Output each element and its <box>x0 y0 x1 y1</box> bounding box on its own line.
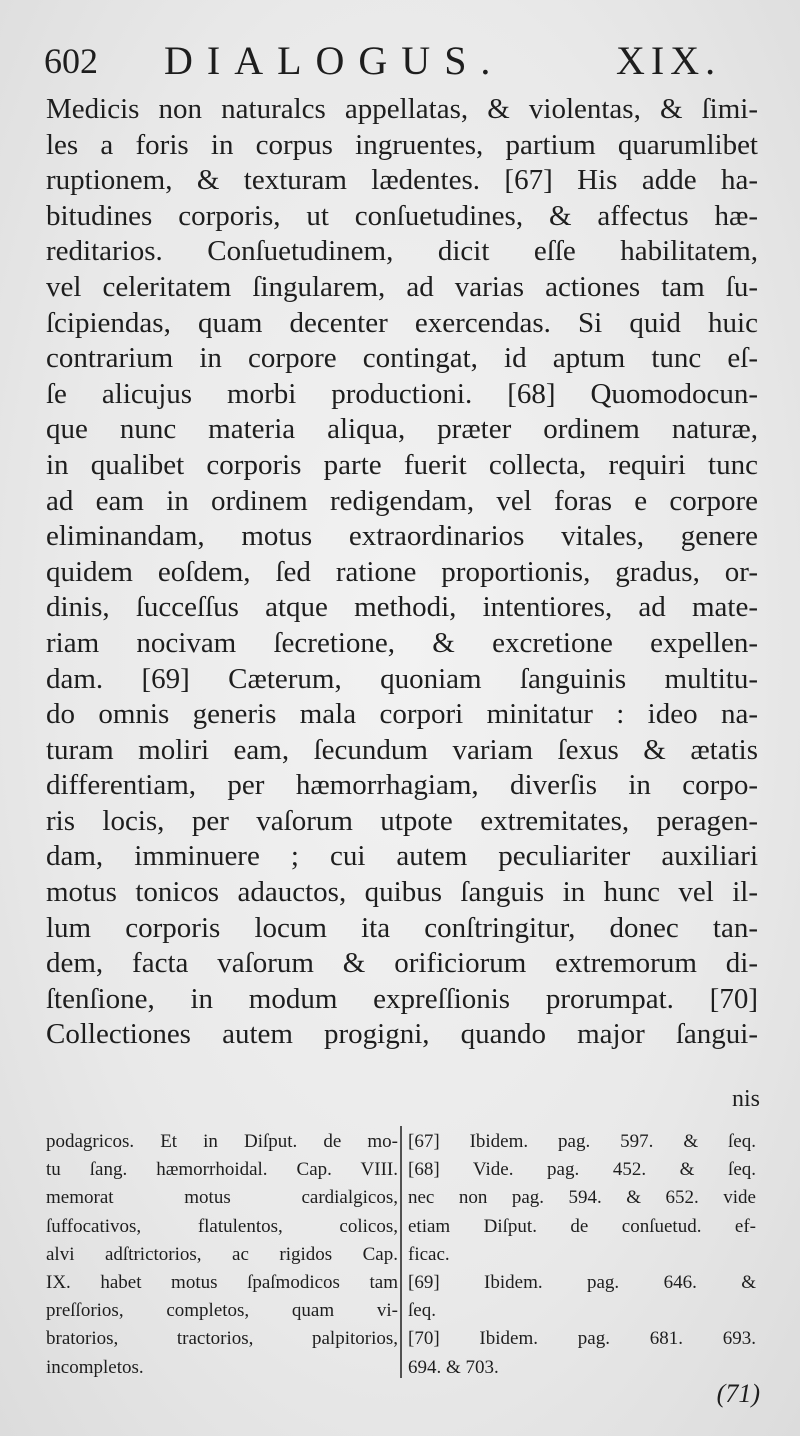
footnote-line: memorat motus cardialgicos, <box>46 1187 398 1209</box>
text-line: do omnis generis mala corpori minitatur : ideo na- <box>46 698 758 731</box>
footnote-line: podagricos. Et in Diſput. de mo- <box>46 1131 398 1152</box>
footnote-line: 694. & 703. <box>408 1356 499 1378</box>
text-line: turam moliri eam, ſecundum variam ſexus & ætatis <box>46 733 758 766</box>
text-line: differentiam, per hæmorrhagiam, diverſis in corpo- <box>46 769 758 802</box>
text-line: ſe alicujus morbi productioni. [68] Quomodocun- <box>46 377 758 410</box>
running-header <box>44 36 744 86</box>
page-number: 602 <box>44 41 98 81</box>
footnote-line: tu ſang. hæmorrhoidal. Cap. VIII. <box>46 1159 398 1181</box>
text-line: dem, facta vaſorum & orificiorum extremorum di- <box>46 947 758 980</box>
text-line: motus tonicos adauctos, quibus ſanguis in hunc vel il- <box>46 876 758 909</box>
text-line: contrarium in corpore contingat, id aptum tunc eſ- <box>46 342 758 375</box>
footnote-line: preſſorios, completos, quam vi- <box>46 1300 398 1322</box>
text-line: bitudines corporis, ut conſuetudines, & affectus hæ- <box>46 199 758 232</box>
text-line: les a foris in corpus ingruentes, partium quarumlibet <box>46 128 758 161</box>
footnote-line: [70] Ibidem. pag. 681. 693. <box>408 1328 756 1350</box>
text-line: Medicis non naturalcs appellatas, & violentas, & ſimi- <box>46 93 758 125</box>
running-chapter: XIX. <box>616 38 722 83</box>
text-line: dinis, ſucceſſus atque methodi, intentiores, ad mate- <box>46 591 758 624</box>
footnotes-left-column <box>46 1128 398 1382</box>
text-line: vel celeritatem ſingularem, ad varias actiones tam ſu- <box>46 270 758 303</box>
signature-mark: (71) <box>716 1379 760 1408</box>
text-line: ad eam in ordinem redigendam, vel foras e corpore <box>46 484 758 517</box>
text-line: dam, imminuere ; cui autem peculiariter auxiliari <box>46 840 758 873</box>
footnote-line: [68] Vide. pag. 452. & ſeq. <box>408 1159 756 1181</box>
footnote-line: incompletos. <box>46 1356 144 1378</box>
footnote-line: [67] Ibidem. pag. 597. & ſeq. <box>408 1131 756 1152</box>
footnotes-right-column <box>408 1128 756 1382</box>
column-divider <box>400 1126 402 1378</box>
footnote-line: bratorios, tractorios, palpitorios, <box>46 1328 398 1350</box>
main-text-block <box>46 92 758 1053</box>
footnote-line: nec non pag. 594. & 652. vide <box>408 1187 756 1209</box>
footnote-line: [69] Ibidem. pag. 646. & <box>408 1271 756 1293</box>
text-line: eliminandam, motus extraordinarios vitales, genere <box>46 520 758 553</box>
text-line: riam nocivam ſecretione, & excretione expellen- <box>46 626 758 659</box>
footnote-line: ſuffocativos, flatulentos, colicos, <box>46 1215 398 1237</box>
text-line: ris locis, per vaſorum utpote extremitates, peragen- <box>46 804 758 837</box>
text-line: lum corporis locum ita conſtringitur, donec tan- <box>46 911 758 944</box>
text-line: ſtenſione, in modum expreſſionis prorumpat. [70] <box>46 982 758 1015</box>
catchword: nis <box>731 1086 760 1112</box>
footnote-line: etiam Diſput. de conſuetud. ef- <box>408 1215 756 1237</box>
footnote-line: IX. habet motus ſpaſmodicos tam <box>46 1271 398 1293</box>
footnote-line: alvi adſtrictorios, ac rigidos Cap. <box>46 1243 398 1265</box>
text-line: dam. [69] Cæterum, quoniam ſanguinis multitu- <box>46 662 758 695</box>
text-line: ruptionem, & texturam lædentes. [67] His adde ha- <box>46 164 758 197</box>
footnote-line: ſeq. <box>408 1300 436 1322</box>
text-line: reditarios. Conſuetudinem, dicit eſſe habilitatem, <box>46 235 758 268</box>
text-line: ſcipiendas, quam decenter exercendas. Si quid huic <box>46 306 758 339</box>
text-line: Collectiones autem progigni, quando major ſangui- <box>46 1018 758 1051</box>
footnote-line: ficac. <box>408 1243 450 1265</box>
text-line: quidem eoſdem, ſed ratione proportionis, gradus, or- <box>46 555 758 588</box>
text-line: in qualibet corporis parte fuerit collecta, requiri tunc <box>46 448 758 481</box>
running-title: DIALOGUS. <box>164 38 505 83</box>
text-line: que nunc materia aliqua, præter ordinem naturæ, <box>46 413 758 446</box>
